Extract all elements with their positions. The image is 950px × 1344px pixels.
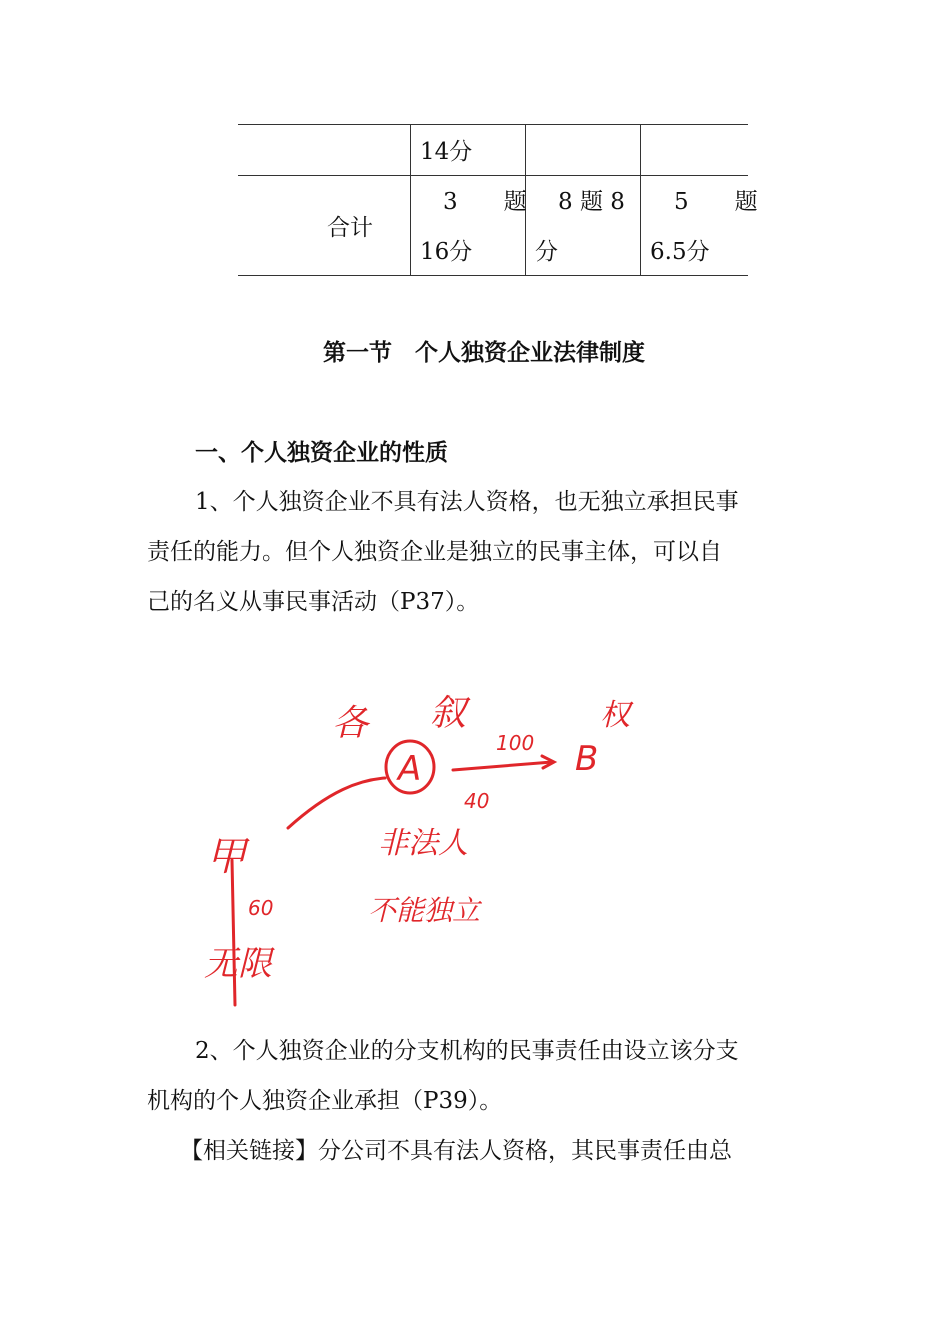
table-cell: 6.5分 [650,239,710,265]
table-row-label: 合计 [327,215,373,241]
paragraph-line: 1、个人独资企业不具有法人资格，也无独立承担民事 [195,489,739,515]
sketch-curve [288,778,385,828]
paragraph-line: 责任的能力。但个人独资企业是独立的民事主体，可以自 [147,539,722,565]
table-col-divider-3 [640,124,641,276]
table-cell: 分 [535,239,558,265]
sketch-label: 甲 [206,834,246,880]
sketch-label: 不能独立 [368,894,481,927]
sketch-label: A [398,749,422,789]
sketch-label: 权 [600,698,630,733]
table-cell: 8 题 8 [558,189,625,215]
sketch-label: 叙 [430,693,467,734]
section-title: 第一节 个人独资企业法律制度 [323,340,645,366]
paragraph-line: 【相关链接】分公司不具有法人资格，其民事责任由总 [180,1138,732,1164]
table-border-bottom [238,275,748,276]
sketch-arrow-line [453,762,552,770]
table-cell: 5 题 [674,189,758,215]
table-col-divider-1 [410,124,411,276]
sketch-label: 40 [464,789,490,813]
table-cell: 14分 [420,139,473,165]
sketch-label: B [575,739,599,779]
sketch-label: 无限 [204,944,272,984]
paragraph-line: 己的名义从事民事活动（P37）。 [147,589,480,615]
paragraph-line: 机构的个人独资企业承担（P39）。 [147,1088,503,1114]
sketch-label: 100 [496,731,535,755]
subsection-title: 一、个人独资企业的性质 [195,440,448,466]
table-border-middle [238,175,748,176]
sketch-label: 各 [332,703,369,744]
paragraph-line: 2、个人独资企业的分支机构的民事责任由设立该分支 [195,1038,739,1064]
table-cell: 3 题 [443,189,527,215]
sketch-label: 60 [248,896,274,920]
table-cell: 16分 [420,239,473,265]
table-border-top [238,124,748,125]
handwritten-sketch [180,670,660,1020]
sketch-label: 非法人 [378,826,468,861]
